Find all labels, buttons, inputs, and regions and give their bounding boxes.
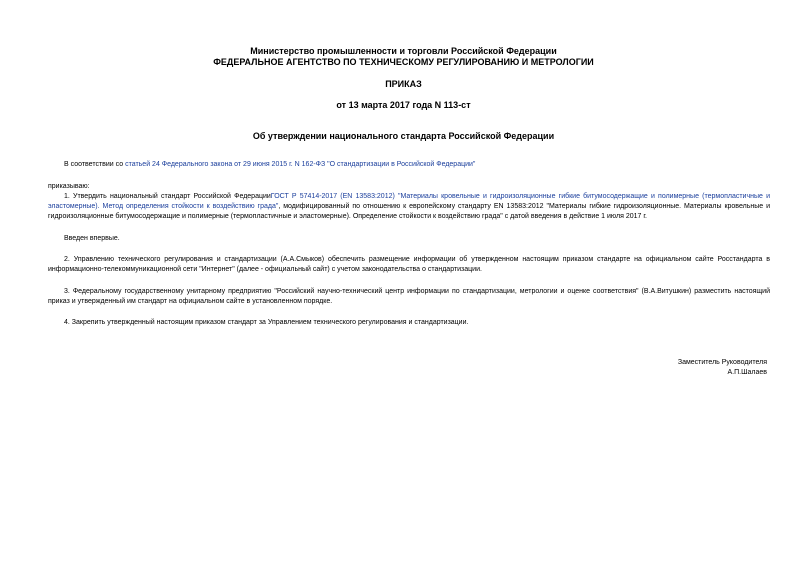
basis-prefix: В соответствии со xyxy=(64,161,126,168)
item-4-paragraph: 4. Закрепить утвержденный настоящим приказом стандарт за Управлением технического регулирования и стандартизации. xyxy=(64,319,469,326)
orders-word: приказываю: xyxy=(48,183,90,190)
introduced-note: Введен впервые. xyxy=(64,235,120,242)
basis-paragraph xyxy=(48,160,770,170)
subject-heading: Об утверждении национального стандарта Российской Федерации xyxy=(252,131,555,141)
item-1-suffix: , модифицированный по отношению к европейскому стандарту EN 13583:2012 "Материалы гибкие гидроизоляционные. Материалы кровельные и гидроизоляционные битумосодержащие и полимерные (термопластичные и эластомерные). Определение стойкости к воздействию града" с датой введения в действие 1 июля 2017 г. xyxy=(48,203,770,220)
item-1-paragraph xyxy=(48,192,770,222)
item-3-paragraph: 3. Федеральному государственному унитарному предприятию "Российский научно-технический центр информации по стандартизации, метрологии и оценке соответствия" (В.А.Витушкин) разместить настоящий приказ и утвержденный им стандарт на официальном сайте в установленном порядке. xyxy=(48,288,770,305)
signatory-position: Заместитель Руководителя xyxy=(677,359,767,366)
gost-standard-link[interactable]: ГОСТ Р 57414-2017 (EN 13583:2012) "Материалы кровельные и гидроизоляционные гибкие битумосодержащие и полимерные (термопластичные и эластомерные). Метод определения стойкости к воздействию града" xyxy=(48,193,770,210)
item-2-paragraph: 2. Управлению технического регулирования и стандартизации (А.А.Смыков) обеспечить размещение информации об утвержденном настоящим приказом стандарте на официальном сайте Росстандарта в информационно-телекоммуникационной сети "Интернет" (далее - официальный сайт) с учетом законодательства о стандартизации. xyxy=(48,256,770,273)
date-number-heading: от 13 марта 2017 года N 113-ст xyxy=(336,100,471,110)
agency-heading: ФЕДЕРАЛЬНОЕ АГЕНТСТВО ПО ТЕХНИЧЕСКОМУ РЕГУЛИРОВАНИЮ И МЕТРОЛОГИИ xyxy=(213,57,594,67)
signatory-name: А.П.Шалаев xyxy=(727,369,767,376)
document-type-heading: ПРИКАЗ xyxy=(385,79,422,89)
ministry-heading: Министерство промышленности и торговли Российской Федерации xyxy=(250,46,557,56)
item-1-prefix: 1. Утвердить национальный стандарт Российской Федерации xyxy=(64,193,271,200)
federal-law-link[interactable]: статьей 24 Федерального закона от 29 июня 2015 г. N 162-ФЗ "О стандартизации в Российской Федерации" xyxy=(125,161,476,168)
